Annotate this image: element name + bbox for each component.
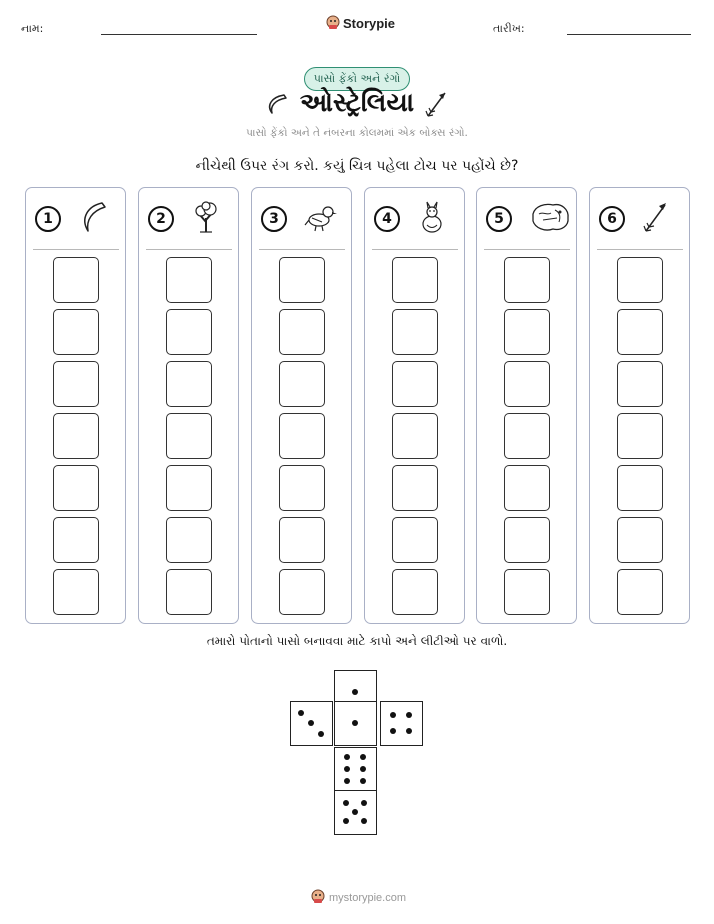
- name-label: નામ:: [21, 22, 44, 35]
- color-box[interactable]: [392, 361, 438, 407]
- column-number-badge: 2: [148, 206, 174, 232]
- color-box[interactable]: [279, 465, 325, 511]
- color-box[interactable]: [53, 361, 99, 407]
- dice-pip: [318, 731, 324, 737]
- dice-pip: [344, 754, 350, 760]
- column-6: [589, 187, 690, 624]
- dice-pip: [361, 800, 367, 806]
- color-box[interactable]: [53, 569, 99, 615]
- subtitle: પાસો ફેંકો અને તે નંબરના કોલમમાં એક બોક્સ રંગો.: [246, 127, 468, 139]
- logo-text: Storypie: [343, 16, 396, 31]
- dice-pip: [352, 720, 358, 726]
- column-divider: [146, 249, 232, 250]
- dice-pip: [344, 766, 350, 772]
- dice-net: [290, 670, 425, 836]
- dice-face-4: [380, 701, 423, 746]
- boomerang-icon: [264, 93, 290, 119]
- column-3: [251, 187, 352, 624]
- column-divider: [259, 249, 345, 250]
- kangaroo-icon: [417, 200, 447, 238]
- question-text: નીચેથી ઉપર રંગ કરો. કયું ચિત્ર પહેલા ટોચ પર પહોંચે છે?: [195, 158, 519, 174]
- column-divider: [372, 249, 458, 250]
- color-box[interactable]: [279, 257, 325, 303]
- cut-instruction: તમારો પોતાનો પાસો બનાવવા માટે કાપો અને લીટીઓ પર વાળો.: [206, 634, 508, 648]
- column-1: [25, 187, 126, 624]
- storypie-logo: [326, 14, 395, 33]
- color-box[interactable]: [617, 465, 663, 511]
- arrow-icon: [642, 200, 670, 238]
- color-box[interactable]: [392, 465, 438, 511]
- color-box[interactable]: [504, 413, 550, 459]
- dice-pip: [360, 778, 366, 784]
- color-box[interactable]: [53, 517, 99, 563]
- map-icon: [529, 200, 571, 238]
- color-box[interactable]: [504, 465, 550, 511]
- color-box[interactable]: [617, 309, 663, 355]
- dice-pip: [352, 809, 358, 815]
- dice-pip: [360, 754, 366, 760]
- dice-face-3: [290, 701, 333, 746]
- column-divider: [484, 249, 570, 250]
- kookaburra-icon: [304, 200, 338, 238]
- footer: [311, 888, 406, 907]
- date-label: તારીખ:: [493, 22, 525, 35]
- color-box[interactable]: [617, 361, 663, 407]
- dice-pip: [390, 728, 396, 734]
- column-number-badge: 4: [374, 206, 400, 232]
- color-box[interactable]: [279, 517, 325, 563]
- color-box[interactable]: [392, 257, 438, 303]
- color-box[interactable]: [504, 257, 550, 303]
- color-box[interactable]: [53, 309, 99, 355]
- boomerang-icon: [78, 200, 108, 238]
- color-box[interactable]: [392, 569, 438, 615]
- color-box[interactable]: [166, 465, 212, 511]
- color-box[interactable]: [166, 257, 212, 303]
- column-number-badge: 3: [261, 206, 287, 232]
- dice-face-5: [334, 790, 377, 835]
- mascot-icon: [311, 888, 325, 907]
- dice-pip: [361, 818, 367, 824]
- footer-url[interactable]: mystorypie.com: [329, 891, 407, 904]
- column-4: [364, 187, 465, 624]
- mascot-icon: [326, 14, 340, 33]
- dice-pip: [406, 712, 412, 718]
- column-5: [476, 187, 577, 624]
- column-number-badge: 5: [486, 206, 512, 232]
- tree-icon: [191, 200, 221, 238]
- dice-pip: [406, 728, 412, 734]
- color-box[interactable]: [53, 257, 99, 303]
- game-pill-badge: પાસો ફેંકો અને રંગો: [304, 67, 410, 91]
- page-title: ઓસ્ટ્રેલિયા: [299, 88, 415, 118]
- color-box[interactable]: [53, 465, 99, 511]
- color-box[interactable]: [392, 517, 438, 563]
- color-box[interactable]: [392, 413, 438, 459]
- color-box[interactable]: [166, 413, 212, 459]
- color-box[interactable]: [53, 413, 99, 459]
- column-divider: [33, 249, 119, 250]
- color-box[interactable]: [166, 309, 212, 355]
- color-box[interactable]: [504, 517, 550, 563]
- arrow-icon: [425, 89, 449, 123]
- date-line[interactable]: [567, 34, 691, 35]
- dice-pip: [344, 778, 350, 784]
- column-2: [138, 187, 239, 624]
- color-box[interactable]: [617, 569, 663, 615]
- column-number-badge: 1: [35, 206, 61, 232]
- color-box[interactable]: [617, 413, 663, 459]
- name-line[interactable]: [101, 34, 257, 35]
- color-box[interactable]: [166, 361, 212, 407]
- dice-pip: [360, 766, 366, 772]
- column-number-badge: 6: [599, 206, 625, 232]
- dice-pip: [308, 720, 314, 726]
- color-box[interactable]: [617, 257, 663, 303]
- dice-face-6: [334, 747, 377, 792]
- column-divider: [597, 249, 683, 250]
- dice-pip: [390, 712, 396, 718]
- dice-pip: [343, 818, 349, 824]
- color-box[interactable]: [279, 413, 325, 459]
- dice-face-1: [334, 701, 377, 746]
- color-box[interactable]: [617, 517, 663, 563]
- color-box[interactable]: [392, 309, 438, 355]
- dice-pip: [352, 689, 358, 695]
- dice-pip: [343, 800, 349, 806]
- color-box[interactable]: [166, 569, 212, 615]
- color-box[interactable]: [504, 309, 550, 355]
- color-box[interactable]: [279, 569, 325, 615]
- color-box[interactable]: [166, 517, 212, 563]
- dice-pip: [298, 710, 304, 716]
- color-box[interactable]: [279, 309, 325, 355]
- color-box[interactable]: [504, 361, 550, 407]
- color-box[interactable]: [279, 361, 325, 407]
- color-box[interactable]: [504, 569, 550, 615]
